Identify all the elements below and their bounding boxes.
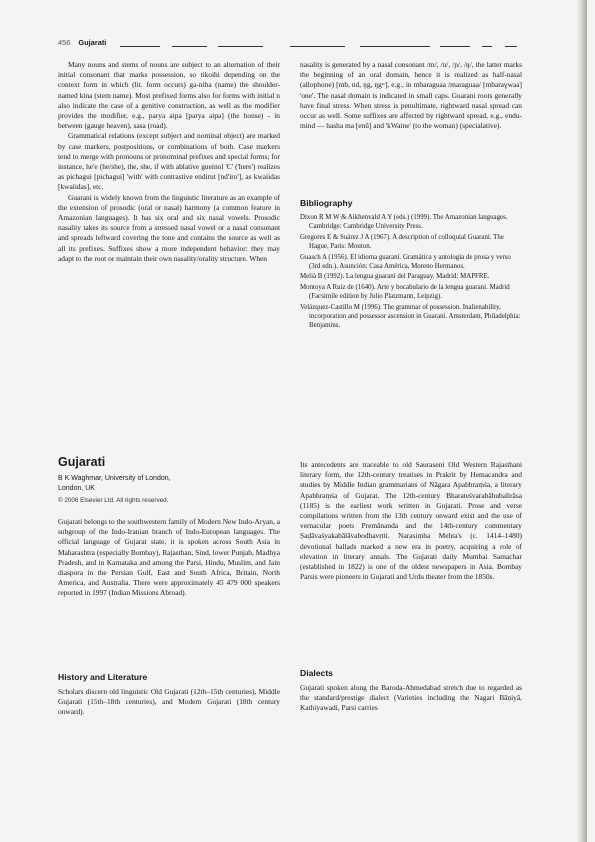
bibliography-entry: Dixon R M W & Aikhenvald A Y (eds.) (1999). The Amazonian languages. Cambridge: Cambridge University Press. [300, 214, 508, 231]
history-heading: History and Literature [58, 672, 148, 682]
body-paragraph: Grammatical relations (except subject and nominal object) are marked by case markers, postpositions, or combinations of both. Case markers tend to merge with pronouns or pronominal prefixes and special forms; for instance, he'e (he/she), the, she, if with ablative gueinol 'C' ('here') realizes as pichagui [pichagui] 'with' with contrastive endirut [nd'iro'], as kwaiidas [kwaiidas], etc. [58, 131, 280, 192]
body-paragraph: Scholars discern old linguistic Old Gujarati (12th–15th centuries), Middle Gujarati (15th–18th centuries), and Modern Gujarati (18th century onward). [58, 687, 280, 717]
header-rule [505, 46, 517, 47]
bibliography-heading: Bibliography [300, 198, 353, 208]
article-title: Gujarati [58, 455, 106, 469]
page-number: 456 [58, 38, 71, 47]
bibliography-entry: Melià B (1992). La lengua guaraní del Paraguay. Madrid: MAPFRE. [300, 273, 490, 281]
body-paragraph: Many nouns and stems of nouns are subject to an alternation of their initial consonant that marks possession, so tikoihi depending on the context form in which (lit. form occurs) ga-niba (name) the shoulder-named kina (stem name). Most prefixed forms also for forms with initial n also indicate the case of a genitive construction, as well as the modifier provides the modifier, e.g., parya aipa [parya aipa] (the house) - in between (gauge heaven), sasa (road). [58, 60, 280, 131]
bibliography-entry: Velázquez-Castillo M (1996). The grammar of possession. Inalienability, incorporation and possessor ascension in Guaraní. Amsterdam, Philadelphia: Benjamins. [300, 303, 521, 330]
header-rule [360, 46, 430, 47]
gujarati-right-column [300, 460, 522, 582]
author-name: B K Waghmar, University of London, [58, 475, 171, 482]
running-head-title: Gujarati [78, 38, 107, 47]
bibliography-entry: Gregores E & Suárez J A (1967). A description of colloquial Guaraní. The Hague, Paris: Mouton. [300, 233, 504, 251]
guarani-right-column [300, 60, 522, 131]
body-paragraph: nasality is generated by a nasal consonant /m/, /n/, /ɲ/, /ŋ/, the latter marks the beginning of an oral domain, hence it is realized as half-nasal (allophone) [mb, nd, ŋg, ŋgʷ], e.g., in mbaraguaa /maraguaa/ [mbaraɣwaa] 'one'. The nasal domain is indicated in small caps. Guarani roots generally have final stress. When stress is penultimate, rightward nasal spread can occur as well. Some suffixes are affected by rightward spread, e.g., endu-mind — hasha ma [enũ] and 'kWaine' (to the woman) (specialative). [300, 60, 522, 131]
body-paragraph: Gujarati spoken along the Baroda-Ahmedabad stretch due to regarded as the standard/prestige dialect (Varieties including the Nagari Bāṇiyā, Kathiyawadi, Parsi carries [300, 683, 522, 713]
page-edge-shadow [577, 0, 587, 842]
header-rule [290, 46, 345, 47]
history-text [58, 687, 280, 718]
body-paragraph: Its antecedents are traceable to old Sauraseni Old Western Rajasthani literary form, the 12th-century treatises in Prakrit by Hemacandra and studies by Middle Indian grammarians of Nāgara Apabhraṃśa, a literary Apabhraṃśa of Gujarat. The 12th-century Bharateśvarabāhubalirāsa (1185) is the earliest work written in Gujarati. Prose and verse compilations written from the 13th century onward exist and the use of vernacular poets Premānanda and the 14th-century commentary Ṣaḍāvaśyakabālāvabodhavṛtti. Narasiṃha Mehta's (c. 1414–1480) devotional ballads marked a new era in poetry, acquiring a role of elevation in literary annals. The Gujarati daily Mumbai Samachar (established in 1822) is one of the oldest newspapers in Asia. Bombay Parsis were pioneers in Gujarati and Urdu theater from the 1850s. [300, 460, 522, 582]
author-location: London, UK [58, 484, 95, 492]
bibliography-list [300, 213, 522, 332]
header-rule [440, 46, 470, 47]
dialects-text [300, 683, 522, 714]
header-rule [120, 46, 160, 47]
author-affiliation [58, 474, 171, 493]
header-rule [482, 46, 492, 47]
body-paragraph: Guarani is widely known from the linguistic literature as an example of the extension of prosodic (oral or nasal) harmony (a common feature in Amazonian languages). It has six oral and six nasal vowels. Prosodic nasality takes its source from a stressed nasal vowel or a nasal consonant and spreads leftward covering the tone and contains the source as well as all its prefixes. Suffixes show a more independent behavior: they may adapt to the root or maintain their own nasality/orality structure. When [58, 192, 280, 263]
gujarati-intro [58, 517, 280, 599]
header-rule [218, 46, 263, 47]
body-paragraph: Gujarati belongs to the southwestern family of Modern New Indo-Aryan, a subgroup of the Indo-Iranian branch of Indo-European languages. The official language of Gujarat state, it is spoken across South Asia in Maharashtra (especially Bombay), Rajasthan, Sind, lower Punjab, Madhya Pradesh, and in Karnataka and among the Parsi, Hindu, Muslim, and Jain diaspora in the Persian Gulf, East and South Africa, Britain, North America, and Australia. There were approximately 45 479 000 speakers reported in 1997 (Indian Missions Abroad). [58, 517, 280, 598]
running-head [58, 38, 106, 47]
bibliography-entry: Montoya A Ruiz de (1640). Arte y bocabulario de la lengua guaraní. Madrid (Facsimile edition by Julio Platzmann, Leipzig). [300, 283, 510, 301]
header-rule [172, 46, 207, 47]
copyright-line: © 2006 Elsevier Ltd. All rights reserved. [58, 497, 169, 504]
dialects-heading: Dialects [300, 668, 333, 678]
guarani-left-column [58, 60, 280, 264]
bibliography-entry: Guasch A (1956). El idioma guaraní. Gramática y antología de prosa y verso (3rd edn.). Asunción: Casa América, Moreno Hermanos. [300, 253, 511, 271]
